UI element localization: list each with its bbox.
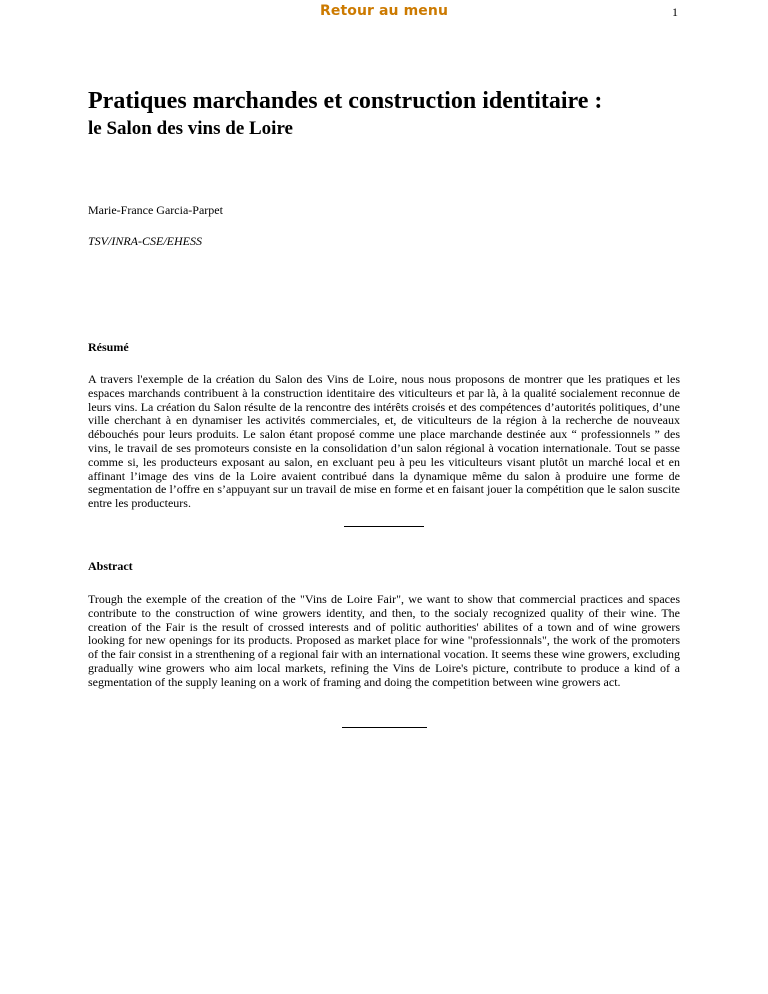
author-name: Marie-France Garcia-Parpet (88, 203, 223, 217)
abstract-heading: Abstract (88, 559, 133, 573)
article-subtitle: le Salon des vins de Loire (88, 118, 293, 139)
author-affiliation: TSV/INRA-CSE/EHESS (88, 234, 202, 248)
resume-paragraph: A travers l'exemple de la création du Salon des Vins de Loire, nous nous proposons de montrer que les pratiques et les espaces marchands contribuent à la construction identitaire des viticulteurs et par là, à la qualité socialement reconnue de leurs vins. La création du Salon résulte de la rencontre des intérêts croisés et des compétences d’autorités politiques, d’une ville cherchant à en dynamiser les activités commerciales, et, de viticulteurs de la région à la recherche de nouveaux débouchés pour leurs produits. Le salon étant proposé comme une place marchande destinée aux “ professionnels ” des vins, le travail de ses promoteurs consiste en la consolidation d’un salon régional à vocation internationale. Tout se passe comme si, les producteurs exposant au salon, en excluant peu à peu les viticulteurs visant plutôt un marché local et en affinant l’image des vins de la Loire avaient contribué dans la dynamique même du salon à produire une forme de segmentation de l’offre en s’appuyant sur un travail de mise en forme et en faisant jouer la compétition que le salon suscite entre les producteurs. (88, 372, 680, 511)
back-to-menu-link[interactable]: Retour au menu (319, 3, 449, 19)
resume-heading: Résumé (88, 340, 129, 354)
section-divider (344, 526, 424, 527)
end-divider (342, 727, 427, 728)
page-number: 1 (672, 5, 678, 19)
article-title: Pratiques marchandes et construction identitaire : (88, 88, 603, 114)
abstract-paragraph: Trough the exemple of the creation of the "Vins de Loire Fair", we want to show that commercial practices and spaces contribute to the construction of wine growers identity, and then, to the socialy recognized quality of their wine. The creation of the Fair is the result of crossed interests and of politic authorities' abilites of a town and of wine growers looking for new openings for its products. Proposed as market place for wine "professionnals", the work of the promoters of the fair consist in a strenthening of a regional fair with an international vocation. It seems these wine growers, excluding gradually wine growers who aim local markets, refining the Vins de Loire's picture, contribute to produce a kind of a segmentation of the supply leaning on a work of framing and doing the competition between wine growers act. (88, 592, 680, 689)
